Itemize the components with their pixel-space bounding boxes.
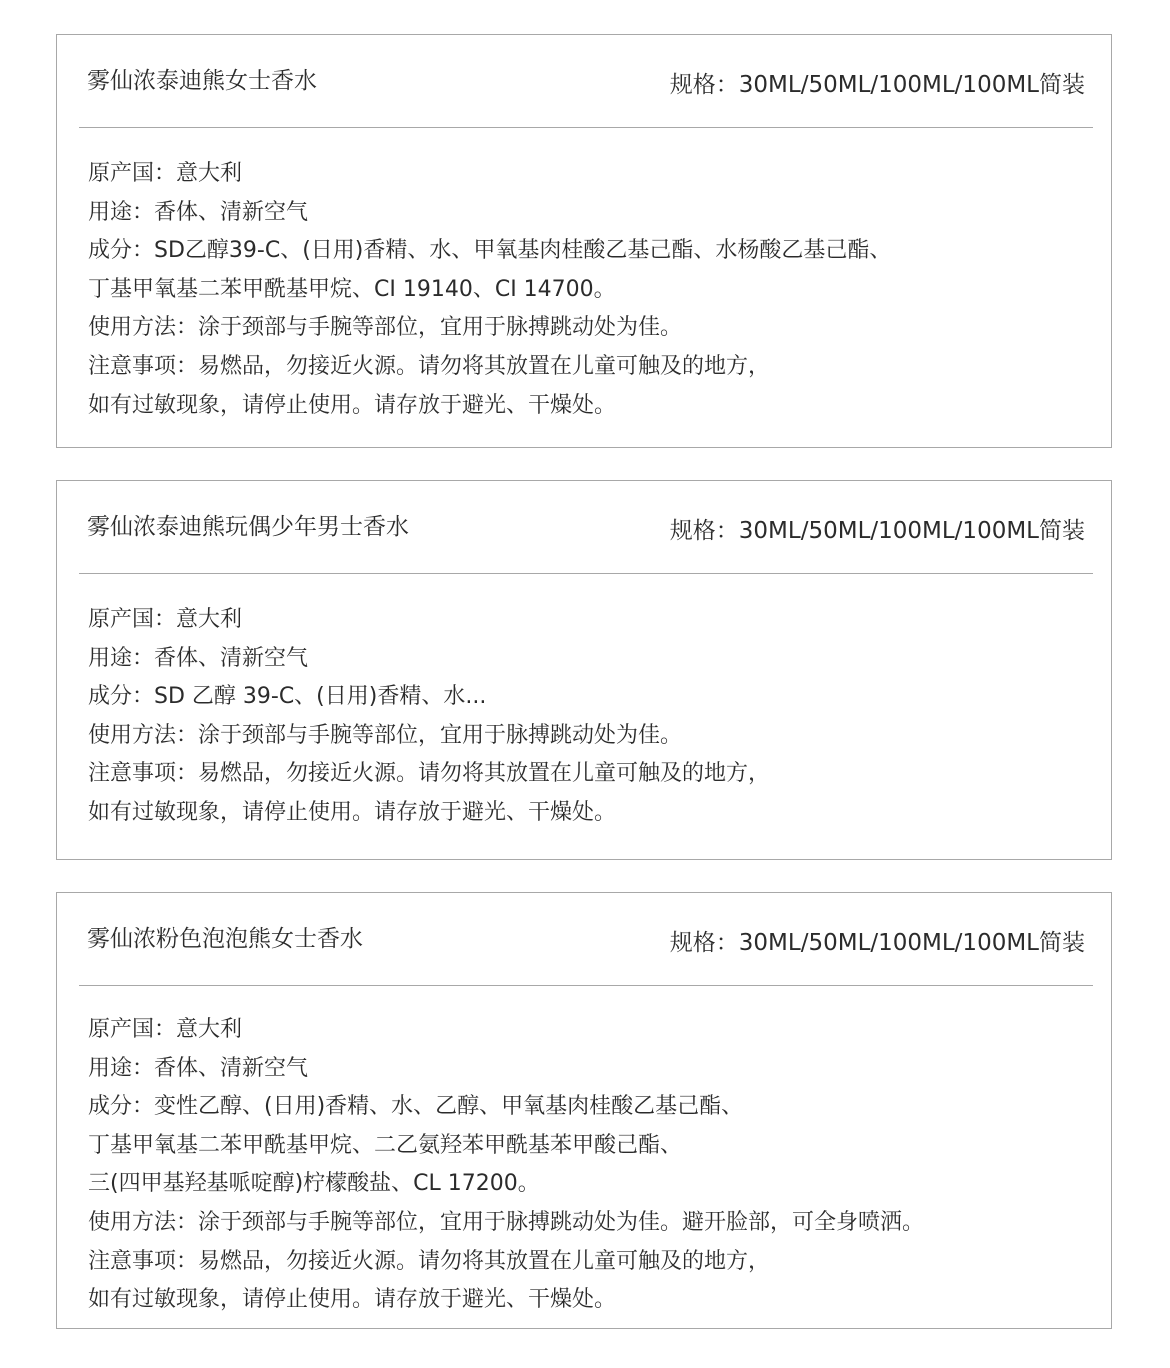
card-header xyxy=(57,893,1111,987)
product-spec: 规格：30ML/50ML/100ML/100ML简装 xyxy=(669,72,1085,98)
card-header xyxy=(57,481,1111,575)
ingredients-line: 成分：变性乙醇、(日用)香精、水、乙醇、甲氧基肉桂酸乙基己酯、 xyxy=(88,1094,744,1120)
directions-line: 使用方法：涂于颈部与手腕等部位，宜用于脉搏跳动处为佳。避开脸部，可全身喷洒。 xyxy=(88,1209,925,1235)
caution-line: 如有过敏现象，请停止使用。请存放于避光、干燥处。 xyxy=(88,392,617,418)
ingredients-line: 丁基甲氧基二苯甲酰基甲烷、二乙氨羟苯甲酰基苯甲酸己酯、 xyxy=(88,1132,683,1158)
caution-line: 如有过敏现象，请停止使用。请存放于避光、干燥处。 xyxy=(88,1287,617,1313)
product-spec: 规格：30ML/50ML/100ML/100ML简装 xyxy=(669,518,1085,544)
usage-line: 用途：香体、清新空气 xyxy=(88,1055,309,1081)
product-spec: 规格：30ML/50ML/100ML/100ML简装 xyxy=(669,930,1085,956)
divider xyxy=(79,573,1093,574)
ingredients-line: 三(四甲基羟基哌啶醇)柠檬酸盐、CL 17200。 xyxy=(88,1171,540,1197)
ingredients-line: 成分：SD 乙醇 39-C、(日用)香精、水... xyxy=(88,684,487,710)
origin-line: 原产国：意大利 xyxy=(88,161,243,186)
caution-line: 注意事项：易燃品，勿接近火源。请勿将其放置在儿童可触及的地方， xyxy=(88,1248,771,1274)
ingredients-line: 成分：SD乙醇39-C、(日用)香精、水、甲氧基肉桂酸乙基己酯、水杨酸乙基己酯、 xyxy=(88,238,892,264)
product-card-women-teddy xyxy=(56,34,1112,448)
product-card-pink-bubble-bear xyxy=(56,892,1112,1329)
usage-line: 用途：香体、清新空气 xyxy=(88,199,309,225)
divider xyxy=(79,127,1093,128)
ingredients-line: 丁基甲氧基二苯甲酰基甲烷、CI 19140、CI 14700。 xyxy=(88,276,616,302)
directions-line: 使用方法：涂于颈部与手腕等部位，宜用于脉搏跳动处为佳。 xyxy=(88,722,683,748)
origin-line: 原产国：意大利 xyxy=(88,1017,243,1042)
directions-line: 使用方法：涂于颈部与手腕等部位，宜用于脉搏跳动处为佳。 xyxy=(88,315,683,341)
card-body xyxy=(88,601,1091,833)
card-header xyxy=(57,35,1111,129)
caution-line: 注意事项：易燃品，勿接近火源。请勿将其放置在儿童可触及的地方， xyxy=(88,353,771,379)
product-name: 雾仙浓泰迪熊女士香水 xyxy=(87,68,317,94)
card-body xyxy=(88,1011,1091,1320)
usage-line: 用途：香体、清新空气 xyxy=(88,645,309,671)
product-name: 雾仙浓粉色泡泡熊女士香水 xyxy=(87,926,363,952)
divider xyxy=(79,985,1093,986)
card-body xyxy=(88,155,1091,425)
caution-line: 注意事项：易燃品，勿接近火源。请勿将其放置在儿童可触及的地方， xyxy=(88,761,771,787)
caution-line: 如有过敏现象，请停止使用。请存放于避光、干燥处。 xyxy=(88,799,617,825)
product-card-men-teddy xyxy=(56,480,1112,860)
origin-line: 原产国：意大利 xyxy=(88,607,243,632)
product-name: 雾仙浓泰迪熊玩偶少年男士香水 xyxy=(87,514,409,540)
